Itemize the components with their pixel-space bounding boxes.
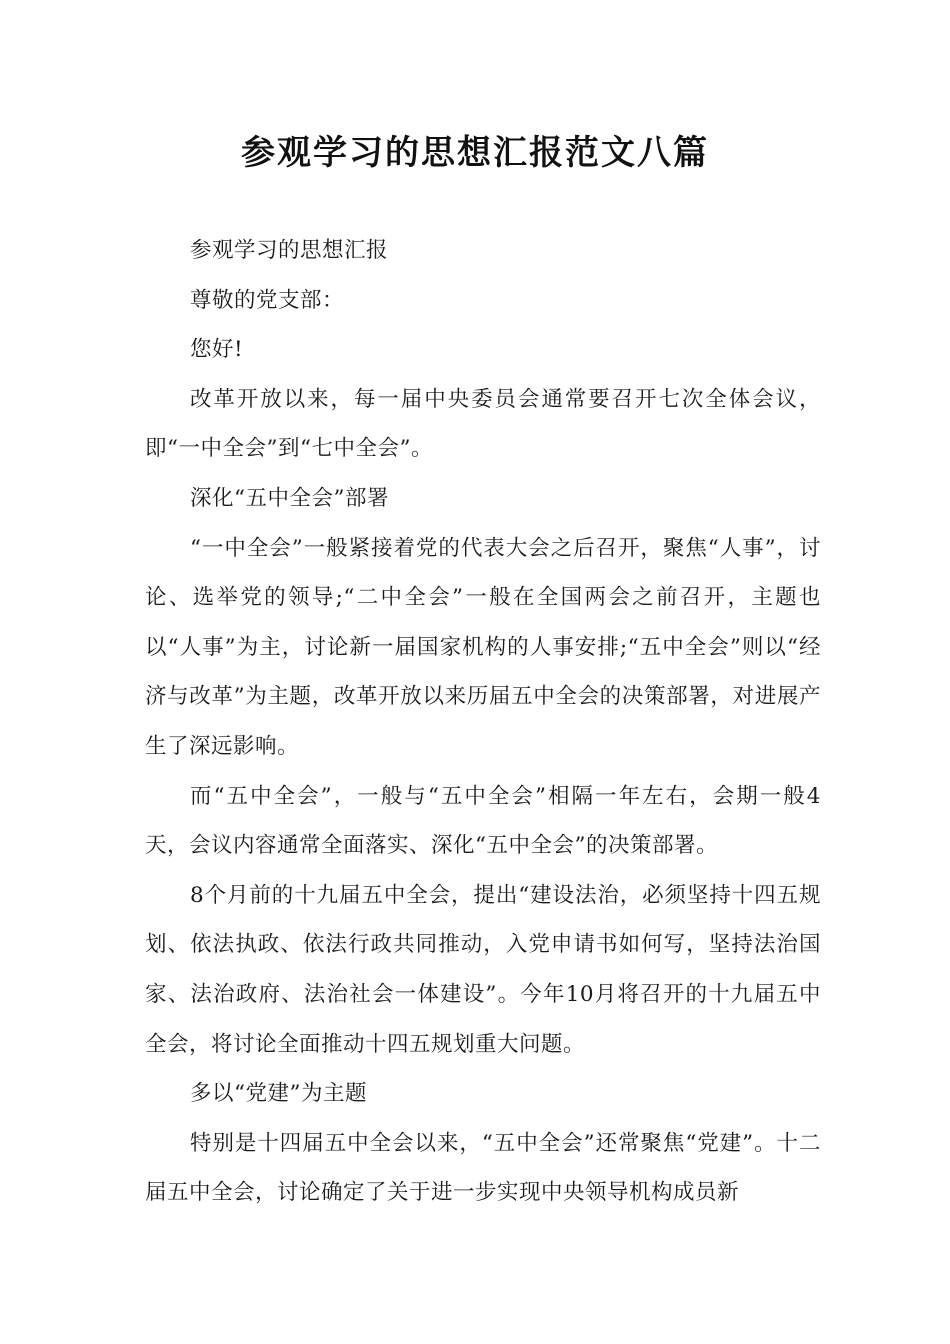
document-title: 参观学习的思想汇报范文八篇 — [241, 133, 709, 173]
paragraph-salutation: 尊敬的党支部： — [190, 287, 345, 313]
paragraph: 而“五中全会”，一般与“五中全会”相隔一年左右，会期一般4天，会议内容通常全面落实、深化“五中全会”的决策部署。 — [145, 783, 821, 859]
paragraph: 改革开放以来，每一届中央委员会通常要召开七次全体会议，即“一中全会”到“七中全会”。 — [145, 386, 821, 462]
paragraph: 特别是十四届五中全会以来，“五中全会”还常聚焦“党建”。十二届五中全会，讨论确定了关于进一步实现中央领导机构成员新 — [145, 1130, 821, 1206]
document-body — [145, 226, 821, 1218]
paragraph: “一中全会”一般紧接着党的代表大会之后召开，聚焦“人事”，讨论、选举党的领导;“二中全会”一般在全国两会之前召开，主题也以“人事”为主，讨论新一届国家机构的人事安排;“五中全会”则以“经济与改革”为主题，改革开放以来历届五中全会的决策部署，对进展产生了深远影响。 — [145, 535, 821, 759]
section-heading: 深化“五中全会”部署 — [190, 485, 389, 511]
paragraph-greeting: 您好! — [190, 337, 244, 363]
paragraph: 8个月前的十九届五中全会，提出“建设法治，必须坚持十四五规划、依法执政、依法行政共同推动，入党申请书如何写，坚持法治国家、法治政府、法治社会一体建设”。今年10月将召开的十九届五中全会，将讨论全面推动十四五规划重大问题。 — [145, 882, 821, 1057]
paragraph-subtitle: 参观学习的思想汇报 — [190, 238, 389, 263]
section-heading: 多以“党建”为主题 — [190, 1081, 367, 1107]
